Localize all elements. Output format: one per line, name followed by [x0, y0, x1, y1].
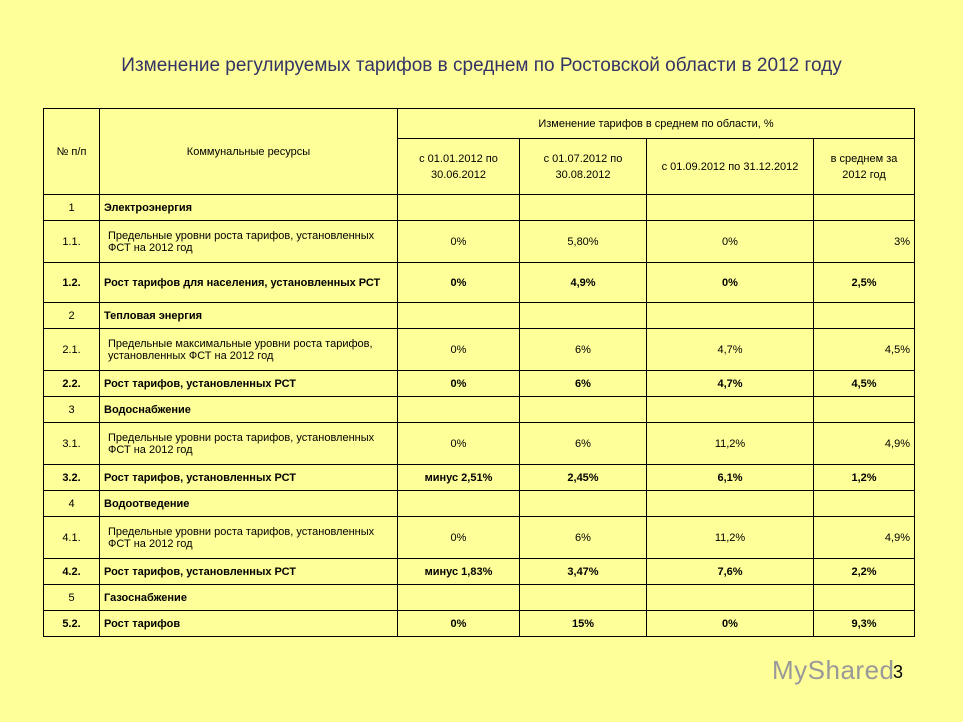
period-3-header: с 01.09.2012 по 31.12.2012	[647, 139, 814, 195]
row-number: 4.1.	[44, 517, 100, 559]
row-value-period-3: 6,1%	[647, 465, 814, 491]
row-value-period-1: 0%	[398, 221, 520, 263]
row-resource-label: Рост тарифов, установленных РСТ	[100, 465, 398, 491]
row-number: 5.2.	[44, 611, 100, 637]
row-value-period-4: 9,3%	[814, 611, 915, 637]
row-value-period-4: 4,9%	[814, 517, 915, 559]
period-4-header: в среднем за 2012 год	[814, 139, 915, 195]
row-resource-label: Предельные уровни роста тарифов, установленных ФСТ на 2012 год	[100, 517, 398, 559]
row-value-period-3: 0%	[647, 263, 814, 303]
row-number: 3	[44, 397, 100, 423]
row-value-period-3	[647, 303, 814, 329]
row-value-period-1: 0%	[398, 263, 520, 303]
row-value-period-2: 3,47%	[520, 559, 647, 585]
row-value-period-4	[814, 397, 915, 423]
page-number: 3	[893, 662, 904, 682]
row-value-period-1: 0%	[398, 329, 520, 371]
period-1-header: с 01.01.2012 по 30.06.2012	[398, 139, 520, 195]
row-value-period-3: 11,2%	[647, 423, 814, 465]
row-number: 1	[44, 195, 100, 221]
row-resource-label: Водоснабжение	[100, 397, 398, 423]
row-value-period-3: 0%	[647, 611, 814, 637]
row-number: 2.1.	[44, 329, 100, 371]
row-value-period-4: 2,2%	[814, 559, 915, 585]
row-resource-label: Предельные уровни роста тарифов, установленных ФСТ на 2012 год	[100, 221, 398, 263]
row-value-period-2	[520, 491, 647, 517]
table-row	[44, 559, 915, 585]
row-value-period-4: 4,5%	[814, 329, 915, 371]
row-value-period-1: 0%	[398, 423, 520, 465]
row-value-period-2	[520, 585, 647, 611]
table-row	[44, 195, 915, 221]
table-row	[44, 491, 915, 517]
row-value-period-1: минус 2,51%	[398, 465, 520, 491]
row-value-period-2: 6%	[520, 423, 647, 465]
tariff-table-body	[44, 109, 915, 637]
row-resource-label: Предельные уровни роста тарифов, установленных ФСТ на 2012 год	[100, 423, 398, 465]
row-number: 1.2.	[44, 263, 100, 303]
row-resource-label: Газоснабжение	[100, 585, 398, 611]
table-row	[44, 611, 915, 637]
row-resource-label: Электроэнергия	[100, 195, 398, 221]
table-row	[44, 397, 915, 423]
col-change-header: Изменение тарифов в среднем по области, %	[398, 109, 915, 139]
row-number: 4	[44, 491, 100, 517]
row-value-period-2: 4,9%	[520, 263, 647, 303]
row-value-period-4	[814, 303, 915, 329]
tariff-table	[43, 108, 915, 637]
row-value-period-3	[647, 491, 814, 517]
row-value-period-4: 4,5%	[814, 371, 915, 397]
row-value-period-2: 5,80%	[520, 221, 647, 263]
row-value-period-3	[647, 195, 814, 221]
row-value-period-1: 0%	[398, 517, 520, 559]
row-number: 2.2.	[44, 371, 100, 397]
slide-title: Изменение регулируемых тарифов в среднем по Ростовской области в 2012 году	[121, 55, 842, 76]
row-value-period-2	[520, 303, 647, 329]
row-value-period-2: 15%	[520, 611, 647, 637]
row-value-period-1: минус 1,83%	[398, 559, 520, 585]
row-number: 5	[44, 585, 100, 611]
table-row	[44, 263, 915, 303]
row-value-period-4: 4,9%	[814, 423, 915, 465]
table-row	[44, 465, 915, 491]
table-row	[44, 303, 915, 329]
row-value-period-2: 6%	[520, 371, 647, 397]
row-resource-label: Рост тарифов, установленных РСТ	[100, 559, 398, 585]
row-value-period-2	[520, 397, 647, 423]
row-value-period-4: 1,2%	[814, 465, 915, 491]
period-2-header: с 01.07.2012 по 30.08.2012	[520, 139, 647, 195]
row-value-period-2: 6%	[520, 517, 647, 559]
col-num-header: № п/п	[44, 109, 100, 195]
table-row	[44, 585, 915, 611]
row-value-period-2: 6%	[520, 329, 647, 371]
table-row	[44, 517, 915, 559]
row-value-period-3	[647, 585, 814, 611]
row-value-period-1	[398, 397, 520, 423]
row-value-period-4	[814, 195, 915, 221]
row-number: 2	[44, 303, 100, 329]
row-value-period-1: 0%	[398, 371, 520, 397]
row-value-period-2: 2,45%	[520, 465, 647, 491]
row-value-period-3: 0%	[647, 221, 814, 263]
row-number: 3.2.	[44, 465, 100, 491]
table-row	[44, 329, 915, 371]
col-resource-header: Коммунальные ресурсы	[100, 109, 398, 195]
watermark-logo: MyShared	[772, 655, 895, 685]
header-row	[44, 109, 915, 139]
row-resource-label: Рост тарифов	[100, 611, 398, 637]
row-value-period-3: 11,2%	[647, 517, 814, 559]
row-number: 4.2.	[44, 559, 100, 585]
row-value-period-4: 3%	[814, 221, 915, 263]
row-resource-label: Рост тарифов, установленных РСТ	[100, 371, 398, 397]
row-value-period-3	[647, 397, 814, 423]
row-resource-label: Водоотведение	[100, 491, 398, 517]
row-value-period-3: 4,7%	[647, 329, 814, 371]
row-resource-label: Тепловая энергия	[100, 303, 398, 329]
row-value-period-3: 7,6%	[647, 559, 814, 585]
row-value-period-1	[398, 303, 520, 329]
row-value-period-2	[520, 195, 647, 221]
table-row	[44, 221, 915, 263]
row-value-period-1	[398, 491, 520, 517]
row-resource-label: Рост тарифов для населения, установленных РСТ	[100, 263, 398, 303]
row-value-period-3: 4,7%	[647, 371, 814, 397]
row-value-period-4	[814, 585, 915, 611]
row-value-period-4: 2,5%	[814, 263, 915, 303]
row-value-period-1	[398, 195, 520, 221]
row-value-period-1	[398, 585, 520, 611]
row-value-period-1: 0%	[398, 611, 520, 637]
row-resource-label: Предельные максимальные уровни роста тарифов, установленных ФСТ на 2012 год	[100, 329, 398, 371]
table-row	[44, 423, 915, 465]
table-row	[44, 371, 915, 397]
row-value-period-4	[814, 491, 915, 517]
row-number: 1.1.	[44, 221, 100, 263]
row-number: 3.1.	[44, 423, 100, 465]
